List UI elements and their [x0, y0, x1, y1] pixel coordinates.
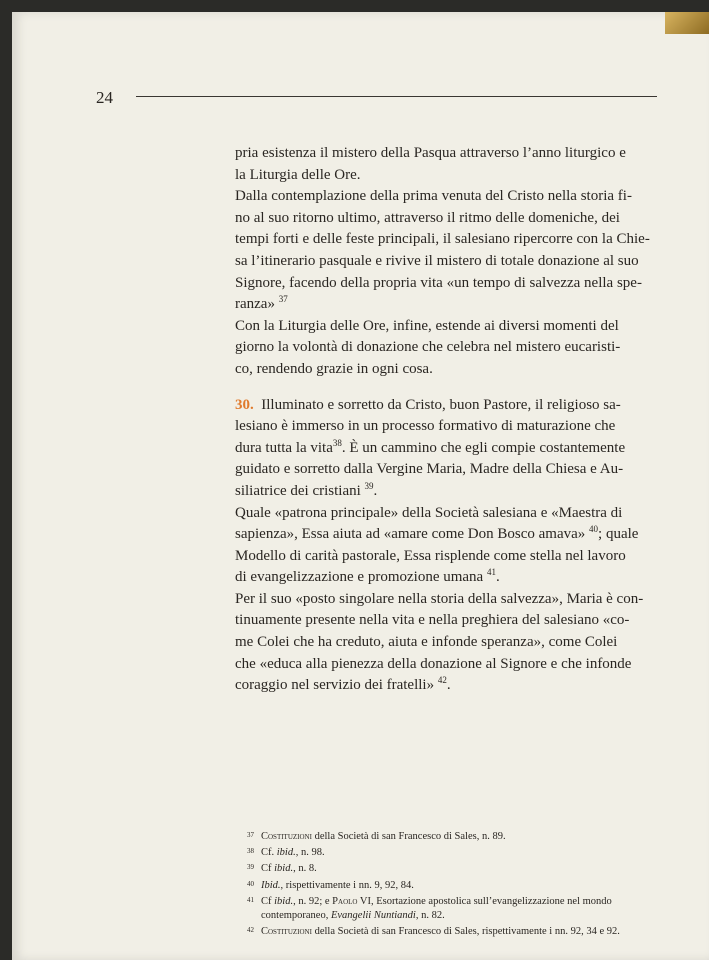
section-gap — [235, 381, 651, 395]
text-line — [235, 294, 651, 316]
text-line: siliatrice dei cristiani $^{39}$. — [235, 480, 378, 499]
text-segment: ; quale — [598, 526, 639, 543]
footnotes — [247, 828, 679, 939]
book-page — [12, 12, 709, 960]
footnote-text: , n. 8. — [293, 863, 317, 875]
paragraph-liturgy-intro — [235, 143, 651, 381]
footnote-number: 41 — [247, 895, 254, 904]
section-number: 30. — [235, 396, 254, 413]
section-30 — [235, 395, 651, 697]
footnote-text: , Esortazione apostolica sull’evangelizzazione nel mondo — [370, 895, 612, 907]
footnote-ibid: Ibid. — [261, 879, 281, 891]
text-segment: dura tutta la vita — [235, 439, 333, 456]
text-line: lesiano è immerso in un processo formativo di maturazione che — [235, 418, 616, 435]
text-line: tinuamente presente nella vita e nella preghiera del salesiano «co- — [235, 612, 630, 629]
text-line: pria esistenza il mistero della Pasqua attraverso l’anno liturgico e — [235, 145, 626, 161]
footnote-ibid: ibid. — [274, 895, 294, 907]
footnote-author: Paolo VI — [332, 895, 371, 907]
footnote-author: Costituzioni — [261, 831, 312, 842]
text-line: Dalla contemplazione della prima venuta del Cristo nella storia fi- — [235, 188, 632, 205]
footnote-ref: 40 — [589, 524, 599, 535]
text-line: Per il suo «posto singolare nella storia della salvezza», Maria è con- — [235, 590, 644, 607]
text-line: me Colei che ha creduto, aiuta e infonde speranza», come Colei — [235, 634, 618, 651]
footnote-number: 37 — [247, 831, 254, 839]
footnote-ref: 39 — [364, 480, 374, 491]
text-line — [235, 395, 651, 417]
page-number: 24 — [96, 88, 113, 107]
footnote-text: della Società di san Francesco di Sales, rispettivamente i nn. 92, 34 e 92. — [311, 926, 620, 938]
footnote-41-continuation — [247, 909, 679, 923]
text-line: Modello di carità pastorale, Essa risplende come stella nel lavoro — [235, 547, 626, 564]
footnote-40 — [247, 877, 679, 893]
footnote-text: Cf — [261, 863, 275, 875]
text-line: Quale «patrona principale» della Società salesiana e «Maestra di — [235, 504, 623, 521]
footnote-ref: 41 — [486, 567, 496, 578]
text-line — [235, 438, 651, 460]
text-line: Signore, facendo della propria vita «un tempo di salvezza nella spe- — [235, 274, 642, 291]
footnote-38 — [247, 844, 679, 860]
text-segment: ranza» — [235, 296, 275, 313]
text-line: co, rendendo grazie in ogni cosa. — [235, 360, 433, 377]
text-segment: Illuminato e sorretto da Cristo, buon Pastore, il religioso sa- — [261, 396, 621, 413]
footnote-39 — [247, 860, 679, 876]
text-segment: sapienza», Essa aiuta ad «amare come Don Bosco amava» — [235, 526, 586, 543]
main-text — [235, 143, 651, 697]
footnote-number: 39 — [247, 863, 254, 872]
footnote-text: , n. 98. — [295, 847, 325, 859]
text-segment: coraggio nel servizio dei fratelli» — [235, 677, 435, 694]
footnote-number: 40 — [247, 879, 254, 888]
footnote-ref: 42 — [437, 675, 447, 686]
text-line: tempi forti e delle feste principali, il salesiano ripercorre con la Chie- — [235, 231, 650, 248]
text-line: di evangelizzazione e promozione umana $^{41}$. — [235, 567, 500, 586]
footnote-author: Costituzioni — [261, 926, 312, 938]
footnote-text: , n. 82. — [415, 910, 445, 922]
text-segment: . È un cammino che egli compie costantemente — [341, 439, 626, 456]
footnote-number: 42 — [247, 926, 254, 935]
text-line: sa l’itinerario pasquale e rivive il mistero di totale donazione al suo — [235, 252, 639, 269]
footnote-42 — [247, 923, 679, 939]
text-line: coraggio nel servizio dei fratelli» $^{42}$. — [235, 675, 451, 694]
footnote-ref: 37 — [278, 294, 288, 305]
text-line: guidato e sorretto dalla Vergine Maria, Madre della Chiesa e Au- — [235, 461, 624, 478]
text-line: che «educa alla pienezza della donazione al Signore e che infonde — [235, 655, 632, 672]
text-line: giorno la volontà di donazione che celebra nel mistero eucaristi- — [235, 339, 621, 356]
footnote-37 — [247, 828, 679, 844]
footnote-ref: 38 — [332, 437, 342, 448]
text-line: Con la Liturgia delle Ore, infine, estende ai diversi momenti del — [235, 317, 619, 334]
footnote-title: Evangelii Nuntiandi — [330, 910, 416, 922]
footnote-text: , n. 92; e — [293, 895, 333, 907]
text-line: la Liturgia delle Ore. — [235, 166, 361, 183]
text-line — [235, 524, 651, 546]
header-rule — [136, 96, 657, 97]
text-line: no al suo ritorno ultimo, attraverso il ritmo delle domeniche, dei — [235, 209, 620, 226]
footnote-number: 38 — [247, 847, 254, 856]
footnote-41 — [247, 893, 679, 909]
footnote-text: Cf — [261, 895, 275, 907]
footnote-ibid: ibid. — [276, 847, 296, 859]
text-segment: di evangelizzazione e promozione umana — [235, 569, 484, 586]
footnote-text: della Società di san Francesco di Sales, n. 89. — [311, 831, 506, 842]
footnote-text: , rispettivamente i nn. 9, 92, 84. — [280, 879, 414, 891]
text-segment: siliatrice dei cristiani — [235, 482, 361, 499]
footnote-text: Cf. — [261, 847, 277, 859]
page-corner-decoration — [665, 12, 709, 34]
footnote-text: contemporaneo, — [261, 910, 331, 922]
footnote-ibid: ibid. — [274, 863, 294, 875]
